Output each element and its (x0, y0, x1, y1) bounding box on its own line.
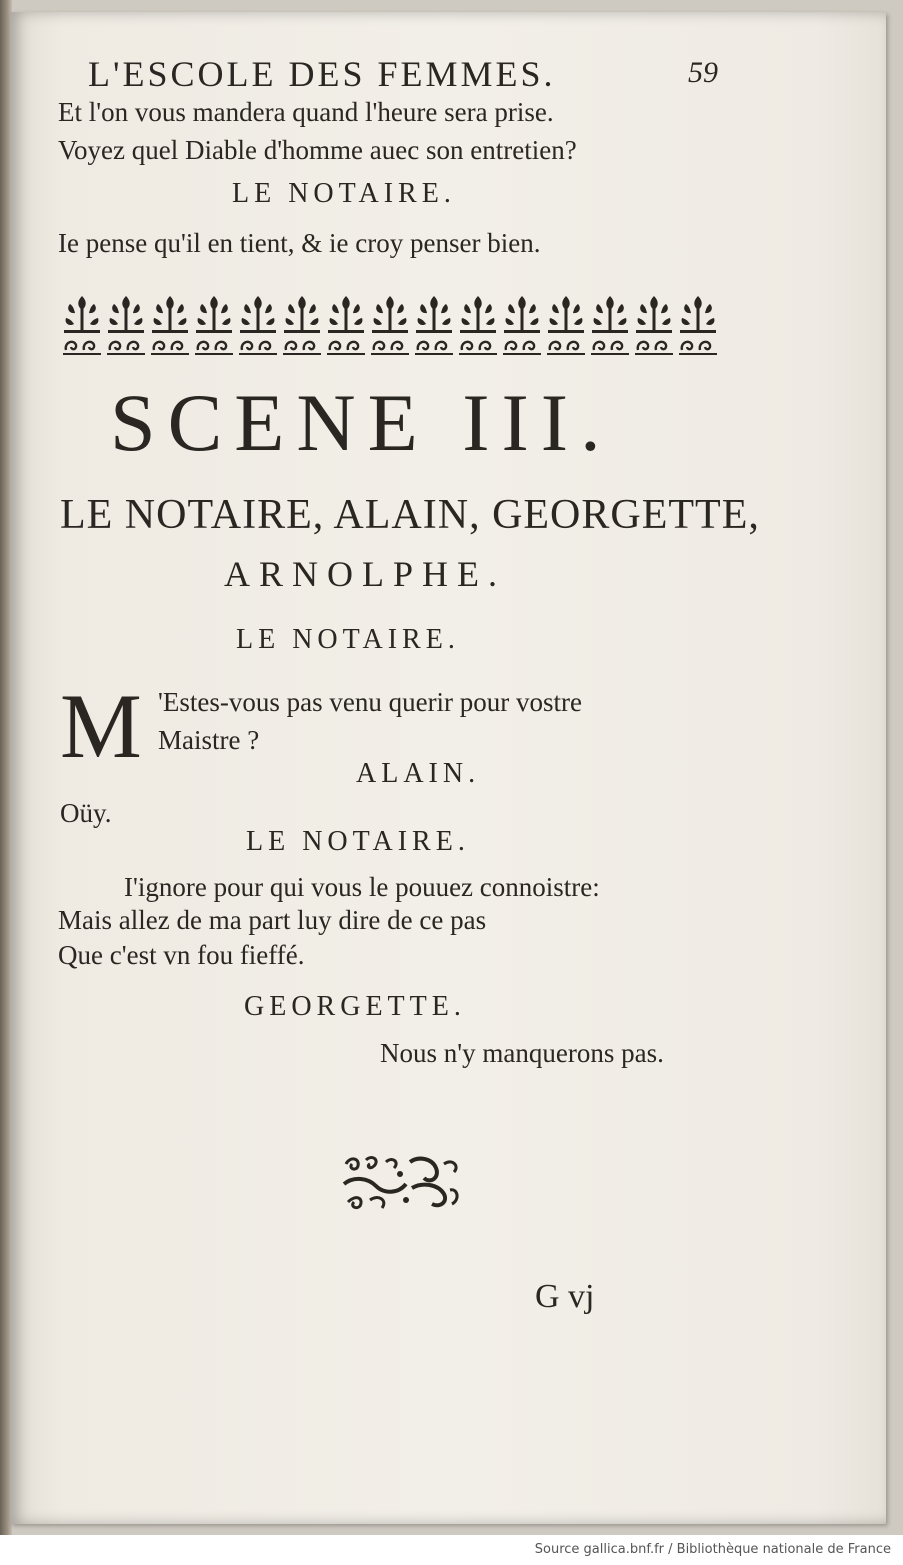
drop-cap-letter: M (60, 675, 142, 777)
speaker-name: LE NOTAIRE. (236, 624, 460, 655)
page-number: 59 (688, 56, 718, 89)
verse-line: Et l'on vous mandera quand l'heure sera prise. (58, 97, 554, 127)
running-head: L'ESCOLE DES FEMMES. (88, 54, 556, 94)
verse-line: 'Estes-vous pas venu querir pour vostre (158, 687, 583, 717)
speaker-name: LE NOTAIRE. (232, 178, 456, 209)
scene-title: SCENE III. (110, 377, 613, 468)
speaker-name: GEORGETTE. (244, 991, 466, 1022)
verse-line: Que c'est vn fou fieffé. (58, 940, 305, 970)
speaker-name: ALAIN. (356, 758, 481, 789)
speaker-name: LE NOTAIRE. (246, 826, 470, 857)
source-credit-text: Source gallica.bnf.fr / Bibliothèque nationale de France (534, 1542, 891, 1557)
verse-line: Ie pense qu'il en tient, & ie croy penser bien. (58, 228, 541, 258)
verse-line: Mais allez de ma part luy dire de ce pas (58, 905, 487, 935)
scene-characters-line-1: LE NOTAIRE, ALAIN, GEORGETTE, (60, 492, 760, 538)
verse-line: Voyez quel Diable d'homme auec son entretien? (58, 135, 577, 165)
verse-line: Maistre ? (158, 725, 260, 755)
tailpiece-ornament (340, 1154, 462, 1212)
scene-characters-line-2: ARNOLPHE. (224, 554, 507, 594)
verse-line: I'ignore pour qui vous le pouuez connoistre: (124, 872, 600, 902)
fleuron-border-ornament (60, 292, 728, 358)
source-footer (0, 1535, 903, 1565)
verse-line: Nous n'y manquerons pas. (380, 1038, 664, 1068)
verse-line: Oüy. (60, 798, 112, 828)
signature-mark: G vj (535, 1278, 595, 1315)
